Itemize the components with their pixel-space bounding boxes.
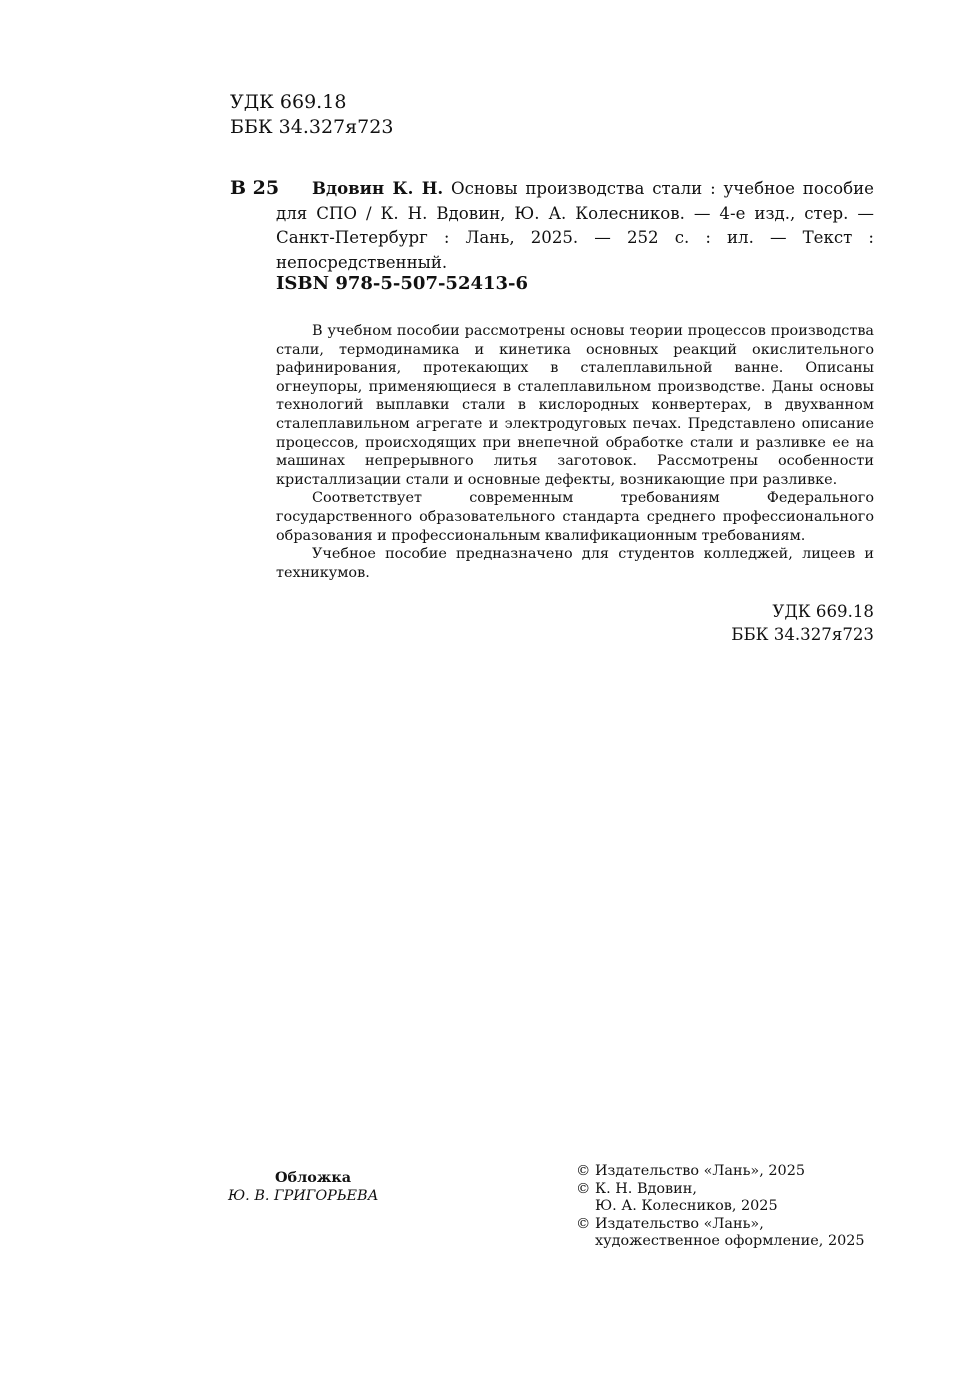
- udk-code: УДК 669.18: [230, 91, 347, 113]
- bbk-code-bottom: ББК 34.327я723: [731, 625, 874, 644]
- author-mark: В 25: [230, 177, 280, 199]
- bibliographic-description: [276, 176, 874, 275]
- isbn: ISBN 978-5-507-52413-6: [276, 273, 529, 294]
- cover-label: Обложка: [275, 1169, 352, 1186]
- copyright-line: © Издательство «Лань», 2025: [576, 1163, 806, 1179]
- copyright-line: художественное оформление, 2025: [595, 1233, 865, 1250]
- entry-author: Вдовин К. Н.: [312, 178, 444, 198]
- entry-description: Основы производства стали : учебное пособие для СПО / К. Н. Вдовин, Ю. А. Колесников. — 4-е изд., стер. — Санкт-Петербург : Лань, 2025. — 252 с. : ил. — Текст : непосредственный.: [276, 179, 874, 272]
- bottom-classification: [680, 600, 874, 646]
- annotation-paragraph: В учебном пособии рассмотрены основы теории процессов производства стали, термодинамика и кинетика основных реакций окислительного рафинирования, протекающих в сталеплавильной ванне. Описаны огнеупоры, применяющиеся в сталеплавильном производстве. Даны основы технологий выплавки стали в кислородных конвертерах, в двухванном сталеплавильном агрегате и электродуговых печах. Представлено описание процессов, происходящих при внепечной обработке стали и разливке ее на машинах непрерывного литья заготовок. Рассмотрены особенности кристаллизации стали и основные дефекты, возникающие при разливке.: [276, 323, 874, 488]
- top-classification: [230, 90, 393, 140]
- bbk-code: ББК 34.327я723: [230, 116, 394, 138]
- cover-artist: Ю. В. ГРИГОРЬЕВА: [228, 1188, 379, 1204]
- cover-credit: [228, 1168, 379, 1206]
- copyright-block: [576, 1163, 876, 1251]
- annotation-paragraph: Соответствует современным требованиям Федерального государственного образовательного стандарта среднего профессионального образования и профессиональным квалификационным требованиям.: [276, 490, 874, 544]
- annotation-paragraph: Учебное пособие предназначено для студентов колледжей, лицеев и техникумов.: [276, 546, 874, 581]
- copyright-line: © К. Н. Вдовин,: [576, 1180, 697, 1197]
- annotation: [276, 322, 874, 582]
- copyright-line: Ю. А. Колесников, 2025: [595, 1198, 778, 1215]
- udk-code-bottom: УДК 669.18: [772, 602, 874, 621]
- copyright-line: © Издательство «Лань»,: [576, 1215, 764, 1232]
